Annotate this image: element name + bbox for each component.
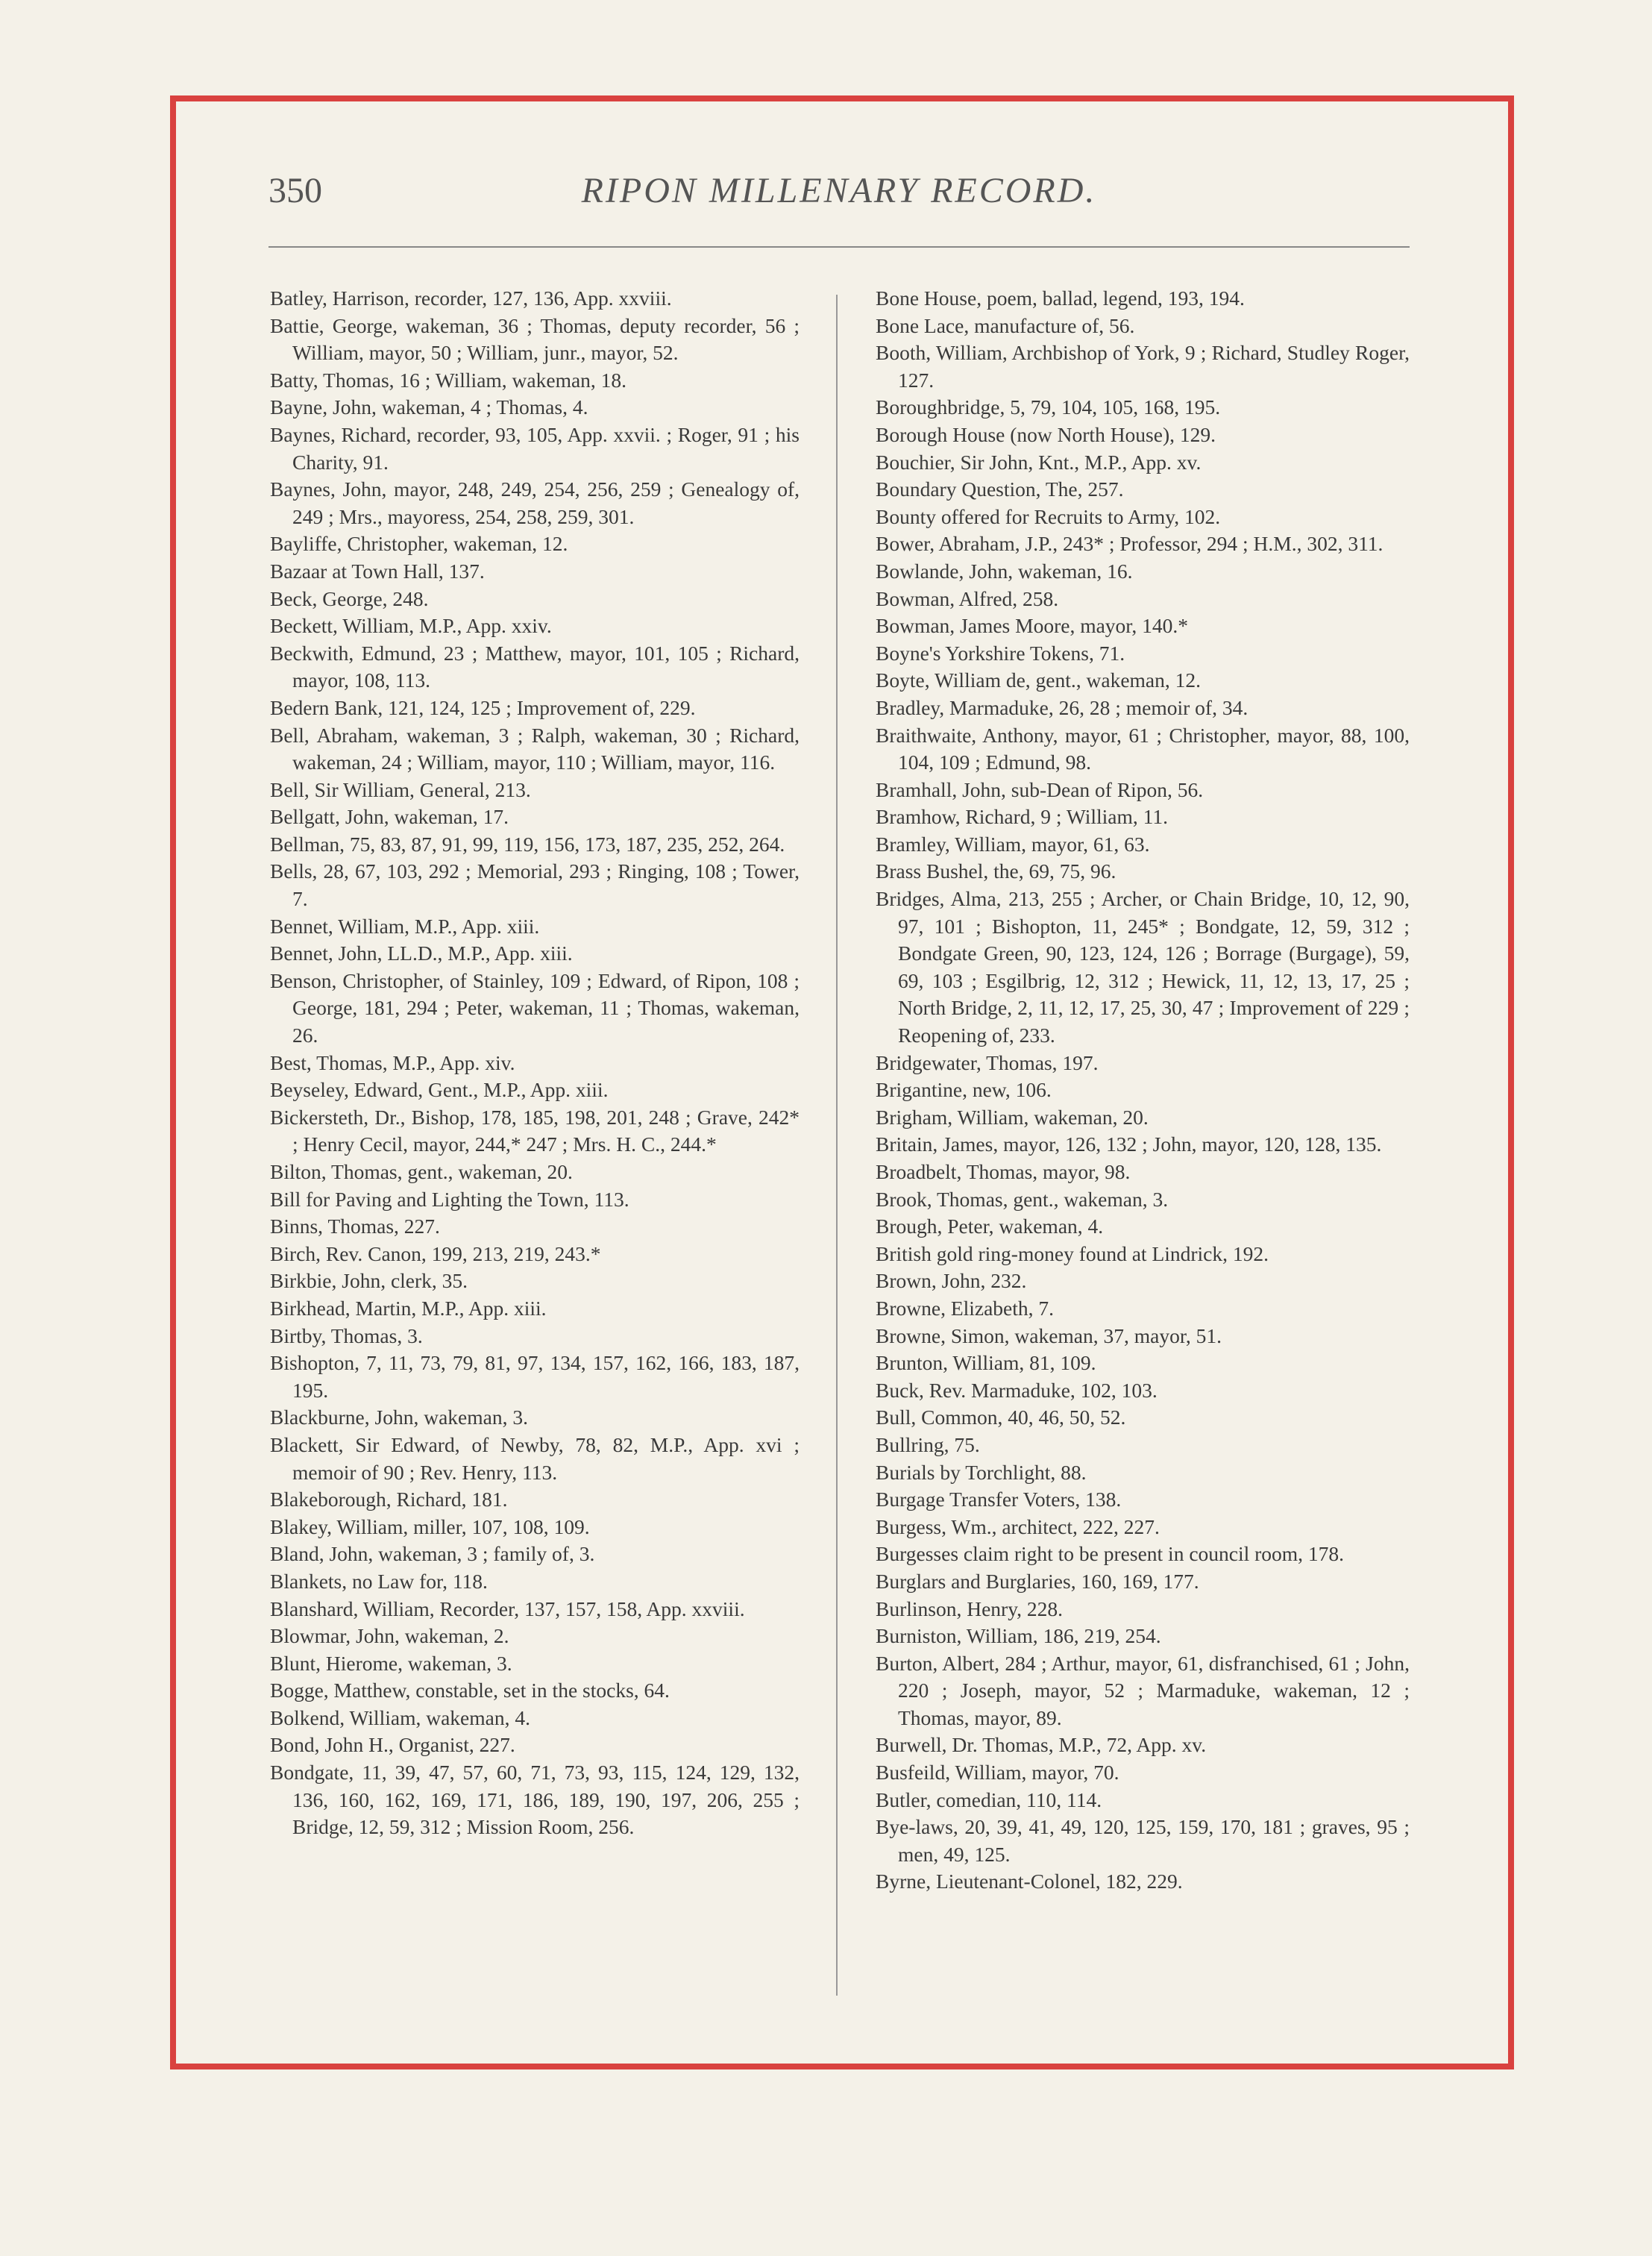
index-entry: Bellman, 75, 83, 87, 91, 99, 119, 156, 173, 187, 235, 252, 264.	[270, 832, 785, 856]
index-entry: Blankets, no Law for, 118.	[270, 1569, 488, 1593]
index-entry: Bennet, William, M.P., App. xiii.	[270, 914, 540, 938]
index-entry: Browne, Elizabeth, 7.	[876, 1296, 1055, 1320]
running-title: RIPON MILLENARY RECORD.	[581, 171, 1097, 210]
index-entry: Beckwith, Edmund, 23 ; Matthew, mayor, 101, 105 ; Richard, mayor, 108, 113.	[270, 641, 800, 692]
index-entry: Batley, Harrison, recorder, 127, 136, App. xxviii.	[270, 286, 672, 310]
index-entry: Bayliffe, Christopher, wakeman, 12.	[270, 532, 568, 556]
index-entry: Bramhow, Richard, 9 ; William, 11.	[876, 805, 1168, 829]
index-entry: Butler, comedian, 110, 114.	[876, 1787, 1102, 1811]
index-entry: Beckett, William, M.P., App. xxiv.	[270, 614, 552, 638]
index-entry: Broadbelt, Thomas, mayor, 98.	[876, 1160, 1131, 1183]
index-entry: Brass Bushel, the, 69, 75, 96.	[876, 859, 1116, 883]
index-entry: Burniston, William, 186, 219, 254.	[876, 1624, 1161, 1648]
index-entry: Binns, Thomas, 227.	[270, 1215, 440, 1238]
index-entry: Bazaar at Town Hall, 137.	[270, 559, 485, 583]
index-entry: Bull, Common, 40, 46, 50, 52.	[876, 1406, 1126, 1429]
index-entry: Burlinson, Henry, 228.	[876, 1597, 1064, 1620]
index-entry: Braithwaite, Anthony, mayor, 61 ; Christopher, mayor, 88, 100, 104, 109 ; Edmund, 98.	[876, 723, 1410, 774]
index-entry: Blakey, William, miller, 107, 108, 109.	[270, 1514, 590, 1538]
index-entry: Brown, John, 232.	[876, 1269, 1027, 1293]
page-header	[268, 170, 1410, 230]
index-entry: Bradley, Marmaduke, 26, 28 ; memoir of, 34.	[876, 695, 1249, 719]
index-column-left	[270, 285, 800, 1841]
column-divider	[836, 295, 838, 1996]
index-entry: Bouchier, Sir John, Knt., M.P., App. xv.	[876, 450, 1202, 474]
index-entry: Blowmar, John, wakeman, 2.	[270, 1624, 509, 1648]
index-entry: Busfeild, William, mayor, 70.	[876, 1761, 1119, 1785]
index-entry: Browne, Simon, wakeman, 37, mayor, 51.	[876, 1323, 1222, 1347]
index-column-right	[876, 285, 1410, 1896]
index-entry: Burglars and Burglaries, 160, 169, 177.	[876, 1569, 1199, 1593]
index-entry: Bowman, James Moore, mayor, 140.*	[876, 614, 1188, 638]
index-entry: Burials by Torchlight, 88.	[876, 1460, 1087, 1484]
index-entry: Bilton, Thomas, gent., wakeman, 20.	[270, 1160, 573, 1183]
index-entry: Bayne, John, wakeman, 4 ; Thomas, 4.	[270, 395, 588, 419]
index-entry: Burgess, Wm., architect, 222, 227.	[876, 1514, 1160, 1538]
index-entry: Booth, William, Archbishop of York, 9 ; Richard, Studley Roger, 127.	[876, 341, 1410, 392]
index-entry: Birtby, Thomas, 3.	[270, 1323, 423, 1347]
index-entry: Bramley, William, mayor, 61, 63.	[876, 832, 1150, 856]
index-entry: Brook, Thomas, gent., wakeman, 3.	[876, 1187, 1169, 1211]
index-entry: Bullring, 75.	[876, 1432, 980, 1456]
index-entry: Baynes, John, mayor, 248, 249, 254, 256, 259 ; Genealogy of, 249 ; Mrs., mayoress, 254, 258, 259, 301.	[270, 477, 800, 528]
index-entry: Bower, Abraham, J.P., 243* ; Professor, 294 ; H.M., 302, 311.	[876, 532, 1384, 556]
index-entry: Beyseley, Edward, Gent., M.P., App. xiii.	[270, 1078, 609, 1102]
index-entry: Burton, Albert, 284 ; Arthur, mayor, 61, disfranchised, 61 ; John, 220 ; Joseph, mayor, 52 ; Marmaduke, wakeman, 12 ; Thomas, mayor, 89.	[876, 1651, 1410, 1729]
index-entry: Bell, Sir William, General, 213.	[270, 777, 531, 801]
index-entry: Blackburne, John, wakeman, 3.	[270, 1406, 528, 1429]
index-entry: Bells, 28, 67, 103, 292 ; Memorial, 293 ; Ringing, 108 ; Tower, 7.	[270, 859, 800, 911]
index-entry: Borough House (now North House), 129.	[876, 422, 1216, 446]
index-entry: Buck, Rev. Marmaduke, 102, 103.	[876, 1378, 1158, 1402]
index-entry: Brough, Peter, wakeman, 4.	[876, 1215, 1104, 1238]
index-entry: Birkbie, John, clerk, 35.	[270, 1269, 468, 1293]
index-entry: Baynes, Richard, recorder, 93, 105, App. xxvii. ; Roger, 91 ; his Charity, 91.	[270, 422, 800, 474]
index-entry: Beck, George, 248.	[270, 586, 429, 610]
index-entry: Bridges, Alma, 213, 255 ; Archer, or Chain Bridge, 10, 12, 90, 97, 101 ; Bishopton, 11, 245* ; Bondgate, 12, 59, 312 ; Bondgate Green, 90, 123, 124, 126 ; Borrage (Burgage), 59, 69, 103 ; Esgilbrig, 12, 312 ; Hewick, 11, 12, 13, 17, 25 ; North Bridge, 2, 11, 12, 17, 25, 30, 47 ; Improvement of 229 ; Reopening of, 233.	[876, 887, 1410, 1047]
index-entry: Boyne's Yorkshire Tokens, 71.	[876, 641, 1125, 665]
index-entry: Bowman, Alfred, 258.	[876, 586, 1059, 610]
index-entry: British gold ring-money found at Lindrick, 192.	[876, 1241, 1269, 1265]
index-entry: Britain, James, mayor, 126, 132 ; John, mayor, 120, 128, 135.	[876, 1132, 1382, 1156]
index-entry: Bishopton, 7, 11, 73, 79, 81, 97, 134, 157, 162, 166, 183, 187, 195.	[270, 1351, 800, 1402]
index-entry: Bedern Bank, 121, 124, 125 ; Improvement of, 229.	[270, 695, 696, 719]
index-entry: Best, Thomas, M.P., App. xiv.	[270, 1050, 515, 1074]
index-entry: Bowlande, John, wakeman, 16.	[876, 559, 1133, 583]
index-entry: Bickersteth, Dr., Bishop, 178, 185, 198, 201, 248 ; Grave, 242* ; Henry Cecil, mayor, 244,* 247 ; Mrs. H. C., 244.*	[270, 1105, 800, 1156]
index-entry: Birkhead, Martin, M.P., App. xiii.	[270, 1296, 547, 1320]
index-entry: Blanshard, William, Recorder, 137, 157, 158, App. xxviii.	[270, 1597, 745, 1620]
index-entry: Byrne, Lieutenant-Colonel, 182, 229.	[876, 1870, 1183, 1893]
index-entry: Battie, George, wakeman, 36 ; Thomas, deputy recorder, 56 ; William, mayor, 50 ; William, junr., mayor, 52.	[270, 313, 800, 365]
index-entry: Bennet, John, LL.D., M.P., App. xiii.	[270, 941, 573, 965]
index-entry: Blakeborough, Richard, 181.	[270, 1488, 508, 1511]
index-entry: Bogge, Matthew, constable, set in the stocks, 64.	[270, 1679, 670, 1702]
index-entry: Bone Lace, manufacture of, 56.	[876, 313, 1135, 337]
index-entry: Birch, Rev. Canon, 199, 213, 219, 243.*	[270, 1241, 601, 1265]
index-entry: Bell, Abraham, wakeman, 3 ; Ralph, wakeman, 30 ; Richard, wakeman, 24 ; William, mayor, 110 ; William, mayor, 116.	[270, 723, 800, 774]
index-entry: Brigham, William, wakeman, 20.	[876, 1105, 1149, 1129]
index-entry: Bond, John H., Organist, 227.	[270, 1733, 515, 1757]
index-entry: Burgage Transfer Voters, 138.	[876, 1488, 1122, 1511]
header-rule	[268, 246, 1410, 248]
index-entry: Blackett, Sir Edward, of Newby, 78, 82, M.P., App. xvi ; memoir of 90 ; Rev. Henry, 113.	[270, 1432, 800, 1484]
index-entry: Burgesses claim right to be present in council room, 178.	[876, 1542, 1345, 1566]
index-entry: Bridgewater, Thomas, 197.	[876, 1050, 1099, 1074]
index-entry: Brunton, William, 81, 109.	[876, 1351, 1096, 1375]
index-entry: Burwell, Dr. Thomas, M.P., 72, App. xv.	[876, 1733, 1207, 1757]
index-entry: Blunt, Hierome, wakeman, 3.	[270, 1651, 512, 1675]
index-entry: Bill for Paving and Lighting the Town, 113.	[270, 1187, 629, 1211]
index-entry: Bye-laws, 20, 39, 41, 49, 120, 125, 159, 170, 181 ; graves, 95 ; men, 49, 125.	[876, 1815, 1410, 1866]
index-entry: Bland, John, wakeman, 3 ; family of, 3.	[270, 1542, 595, 1566]
page-number: 350	[268, 171, 322, 210]
index-entry: Boroughbridge, 5, 79, 104, 105, 168, 195.	[876, 395, 1221, 419]
index-entry: Boundary Question, The, 257.	[876, 477, 1124, 501]
index-entry: Bondgate, 11, 39, 47, 57, 60, 71, 73, 93, 115, 124, 129, 132, 136, 160, 162, 169, 171, 186, 189, 190, 197, 206, 255 ; Bridge, 12, 59, 312 ; Mission Room, 256.	[270, 1761, 800, 1839]
index-entry: Bounty offered for Recruits to Army, 102.	[876, 504, 1221, 528]
index-entry: Batty, Thomas, 16 ; William, wakeman, 18.	[270, 368, 627, 392]
index-entry: Bramhall, John, sub-Dean of Ripon, 56.	[876, 777, 1204, 801]
index-entry: Bone House, poem, ballad, legend, 193, 194.	[876, 286, 1245, 310]
index-entry: Boyte, William de, gent., wakeman, 12.	[876, 668, 1201, 692]
index-entry: Brigantine, new, 106.	[876, 1078, 1052, 1102]
index-entry: Bellgatt, John, wakeman, 17.	[270, 805, 509, 829]
index-entry: Bolkend, William, wakeman, 4.	[270, 1705, 530, 1729]
index-entry: Benson, Christopher, of Stainley, 109 ; Edward, of Ripon, 108 ; George, 181, 294 ; Peter, wakeman, 11 ; Thomas, wakeman, 26.	[270, 968, 800, 1047]
